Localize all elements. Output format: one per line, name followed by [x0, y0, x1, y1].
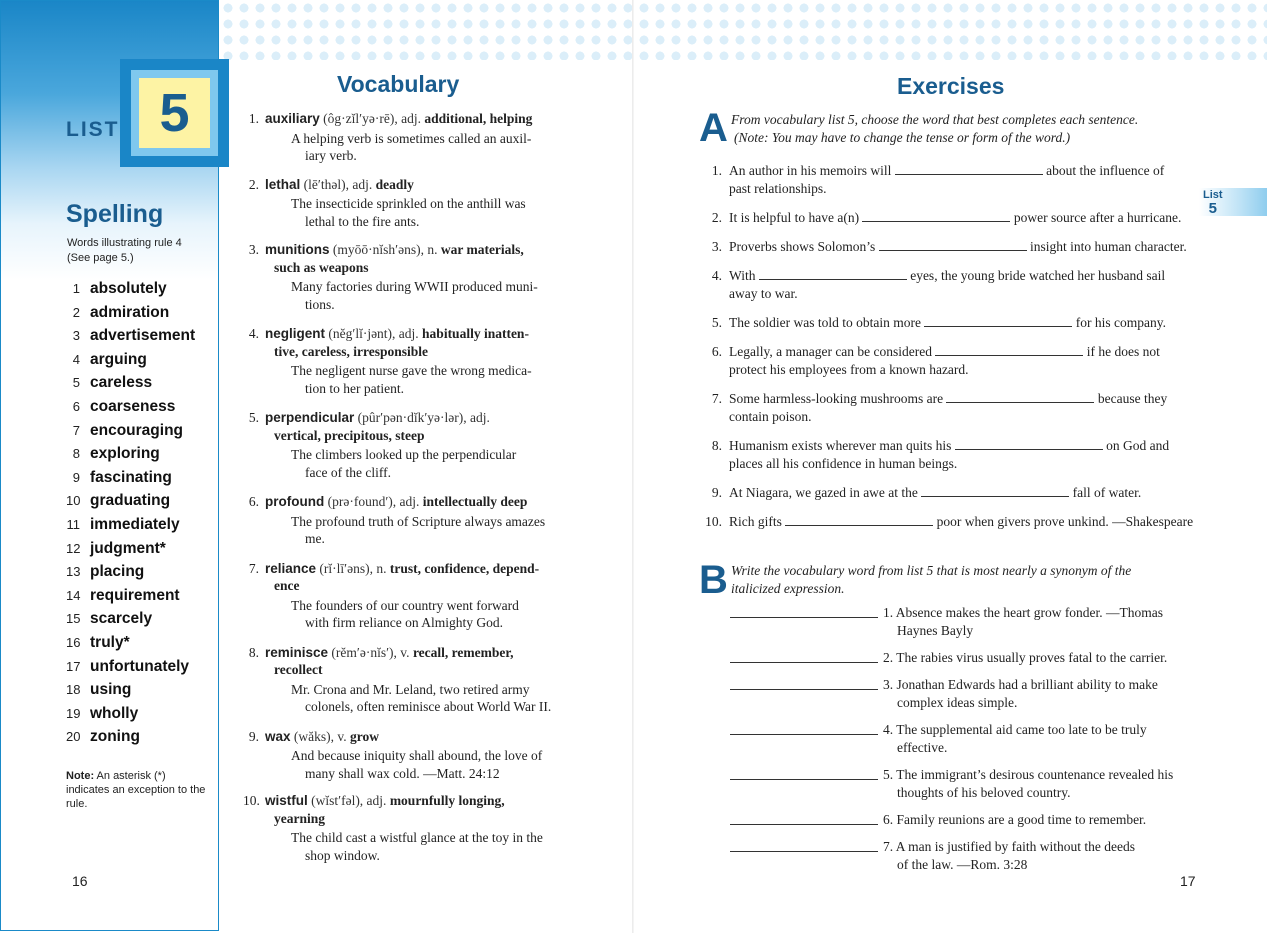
- definition-cont: tive, careless, irresponsible: [274, 343, 428, 359]
- exercise-text-post: about the influence of: [1042, 163, 1165, 178]
- pronunciation: (rĭ·lī′əns), n.: [316, 560, 390, 576]
- exercise-item: [704, 162, 1204, 198]
- spelling-word-item: [66, 539, 195, 563]
- synonym-text-line1: 1. Absence makes the heart grow fonder. —Thomas: [883, 605, 1164, 620]
- section-b-letter: B: [699, 558, 728, 602]
- word-number: 10: [66, 493, 81, 509]
- vocabulary-entry: [243, 176, 593, 231]
- exercise-text-post: on God and: [1102, 438, 1170, 453]
- exercise-number: 5.: [711, 315, 722, 330]
- spelling-word: using: [90, 681, 132, 699]
- exercise-item: [704, 238, 1204, 256]
- exercise-text-line2: places all his confidence in human beings.: [729, 456, 958, 471]
- vocab-word: auxiliary: [265, 111, 320, 126]
- example-sentence: [265, 278, 593, 313]
- entry-number: 1.: [248, 111, 259, 126]
- synonym-text-line2: complex ideas simple.: [897, 695, 1018, 710]
- synonym-item: [730, 838, 1200, 874]
- vocabulary-entry: [243, 409, 593, 481]
- vocabulary-entry: [243, 792, 593, 864]
- exercise-text-pre: Rich gifts: [729, 514, 786, 529]
- spelling-word-item: [66, 421, 195, 445]
- exercise-item: [704, 314, 1204, 332]
- synonym-item: [730, 604, 1200, 640]
- exercise-item: [704, 437, 1204, 473]
- exercise-text-line2: away to war.: [729, 286, 798, 301]
- pronunciation: (nĕg′lĭ·jənt), adj.: [325, 326, 423, 341]
- exercise-text-post: if he does not: [1083, 344, 1160, 359]
- section-a-instr-line2: (Note: You may have to change the tense or form of the word.): [734, 130, 1071, 145]
- vocab-word: lethal: [265, 176, 301, 192]
- spelling-word-item: [66, 326, 195, 350]
- section-a-letter: A: [699, 106, 728, 150]
- note-text: An asterisk (*) indicates an exception to the rule.: [66, 770, 206, 810]
- list-number: 5: [159, 83, 190, 143]
- answer-blank[interactable]: [730, 779, 878, 780]
- definition: recall, remember,: [412, 644, 514, 660]
- answer-blank[interactable]: [935, 343, 1083, 356]
- spelling-word-item: [66, 468, 195, 492]
- synonym-item: [730, 676, 1200, 712]
- example-sentence: [265, 829, 593, 864]
- example-line2: shop window.: [305, 847, 380, 863]
- spelling-word: graduating: [90, 492, 171, 510]
- pronunciation: (pûr′pən·dĭk′yə·lər), adj.: [354, 410, 490, 425]
- exercise-text-pre: Humanism exists wherever man quits his: [729, 438, 955, 453]
- word-number: 16: [66, 634, 81, 650]
- definition-cont: yearning: [274, 810, 326, 826]
- exercise-text-pre: Proverbs shows Solomon’s: [729, 239, 879, 254]
- entry-number: 4.: [248, 326, 259, 341]
- synonym-text-line1: 3. Jonathan Edwards had a brilliant ability to make: [883, 677, 1158, 692]
- vocabulary-title: Vocabulary: [337, 71, 460, 97]
- exercise-number: 6.: [711, 344, 722, 359]
- spelling-subtitle: [67, 236, 182, 266]
- word-number: 9: [72, 469, 80, 485]
- exercise-text-pre: With: [729, 268, 759, 283]
- exercise-number: 1.: [711, 163, 722, 178]
- spelling-word: zoning: [90, 728, 140, 746]
- spelling-word-item: [66, 515, 195, 539]
- spelling-word: immediately: [90, 515, 180, 533]
- example-line1: Many factories during WWII produced muni-: [291, 279, 538, 294]
- example-line2: lethal to the fire ants.: [305, 213, 420, 229]
- list-label: LIST: [66, 118, 120, 141]
- exercise-text-pre: Some harmless-looking mushrooms are: [729, 391, 947, 406]
- example-sentence: [265, 362, 593, 397]
- pronunciation: (myōō·nĭsh′əns), n.: [329, 242, 441, 257]
- vocabulary-entry: [243, 110, 593, 165]
- vocabulary-entry: [243, 644, 593, 716]
- section-b-instr-line2: italicized expression.: [731, 581, 845, 596]
- vocab-word: wax: [265, 728, 291, 744]
- spelling-word: scarcely: [90, 610, 153, 628]
- word-number: 6: [72, 398, 80, 414]
- vocabulary-entry: [243, 325, 593, 397]
- answer-blank[interactable]: [921, 484, 1069, 497]
- spelling-word-item: [66, 444, 195, 468]
- header-pattern: [220, 0, 1267, 60]
- exercise-number: 3.: [711, 239, 722, 254]
- spelling-subtitle-line1: Words illustrating rule 4: [67, 237, 182, 249]
- exercise-text-line2: contain poison.: [729, 409, 812, 424]
- answer-blank[interactable]: [895, 162, 1043, 175]
- example-line2: me.: [305, 531, 325, 546]
- definition-cont: vertical, precipitous, steep: [274, 427, 425, 443]
- example-sentence: [265, 195, 593, 230]
- example-line1: The insecticide sprinkled on the anthill was: [291, 196, 526, 211]
- example-line1: A helping verb is sometimes called an auxil-: [291, 130, 532, 146]
- entry-number: 2.: [248, 176, 259, 192]
- word-number: 19: [66, 705, 81, 721]
- vocab-word: wistful: [265, 793, 308, 808]
- exercise-item: [704, 390, 1204, 426]
- vocab-word: reliance: [265, 560, 317, 576]
- exercise-text-post: eyes, the young bride watched her husband sail: [906, 268, 1166, 283]
- example-line1: The founders of our country went forward: [291, 597, 519, 613]
- definition: grow: [350, 728, 380, 744]
- exercise-number: 9.: [711, 485, 722, 500]
- answer-blank[interactable]: [730, 689, 878, 690]
- spelling-word: fascinating: [90, 468, 172, 486]
- spelling-word-item: [66, 586, 195, 610]
- answer-blank[interactable]: [730, 734, 878, 735]
- section-a-instructions: [731, 111, 1138, 147]
- synonym-text-line2: of the law. —Rom. 3:28: [897, 857, 1028, 872]
- spelling-subtitle-line2: (See page 5.): [67, 252, 134, 264]
- section-a-instr-line1: From vocabulary list 5, choose the word that best completes each sentence.: [731, 112, 1139, 127]
- page-number-right: 17: [1180, 873, 1196, 889]
- definition-cont: recollect: [274, 662, 323, 677]
- synonym-text-line2: effective.: [897, 740, 948, 755]
- spelling-note: [66, 769, 206, 811]
- word-number: 5: [72, 375, 80, 391]
- example-line2: many shall wax cold. —Matt. 24:12: [305, 765, 500, 781]
- vocab-word: profound: [265, 494, 325, 509]
- word-number: 7: [72, 422, 80, 438]
- word-number: 12: [66, 540, 81, 556]
- synonym-item: [730, 721, 1200, 757]
- spelling-word: judgment*: [90, 539, 166, 557]
- answer-blank[interactable]: [730, 851, 878, 852]
- vocabulary-list: [243, 110, 593, 864]
- spelling-word-item: [66, 609, 195, 633]
- synonym-text-line1: 4. The supplemental aid came too late to be truly: [883, 722, 1147, 737]
- exercise-text-post: power source after a hurricane.: [1010, 210, 1182, 225]
- exercise-item: [704, 484, 1204, 502]
- definition: mournfully longing,: [389, 793, 505, 808]
- pronunciation: (ôg·zĭl′yə·rē), adj.: [319, 111, 425, 126]
- answer-blank[interactable]: [879, 238, 1027, 251]
- example-sentence: [265, 513, 593, 548]
- definition: additional, helping: [424, 111, 533, 126]
- word-number: 1: [72, 281, 80, 296]
- exercise-item: [704, 209, 1204, 227]
- spelling-word-item: [66, 727, 195, 751]
- spelling-word-item: [66, 303, 195, 327]
- spelling-word: wholly: [90, 704, 139, 722]
- spelling-word-item: [66, 491, 195, 515]
- definition: intellectually deep: [422, 494, 528, 509]
- word-number: 18: [66, 682, 81, 698]
- exercise-text-pre: Legally, a manager can be considered: [729, 344, 936, 359]
- exercise-text-post: fall of water.: [1069, 485, 1142, 500]
- example-line1: And because iniquity shall abound, the love of: [291, 748, 543, 763]
- answer-blank[interactable]: [955, 437, 1103, 450]
- word-number: 4: [72, 351, 80, 367]
- exercise-number: 7.: [711, 391, 722, 406]
- definition: deadly: [375, 176, 414, 192]
- exercise-number: 4.: [711, 268, 722, 283]
- entry-number: 3.: [248, 242, 259, 257]
- word-number: 14: [66, 587, 81, 603]
- word-number: 15: [66, 611, 81, 627]
- exercise-item: [704, 513, 1204, 531]
- synonym-text-line1: 7. A man is justified by faith without the deeds: [883, 839, 1135, 854]
- word-number: 13: [66, 564, 81, 580]
- spelling-word-item: [66, 397, 195, 421]
- answer-blank[interactable]: [946, 390, 1094, 403]
- exercises-title: Exercises: [897, 73, 1005, 99]
- answer-blank[interactable]: [924, 314, 1072, 327]
- exercise-number: 8.: [711, 438, 722, 453]
- definition-cont: ence: [274, 578, 300, 593]
- word-number: 17: [66, 658, 81, 674]
- example-sentence: [265, 446, 593, 481]
- spelling-word-item: [66, 279, 195, 303]
- spelling-word: admiration: [90, 303, 170, 321]
- exercise-text-pre: It is helpful to have a(n): [729, 210, 863, 225]
- exercise-text-post: for his company.: [1072, 315, 1166, 330]
- synonym-text-line2: Haynes Bayly: [897, 623, 974, 638]
- example-sentence: [265, 681, 593, 716]
- pronunciation: (rĕm′ə·nĭs′), v.: [328, 644, 413, 660]
- spelling-word: careless: [90, 374, 153, 392]
- exercise-number: 10.: [705, 514, 722, 529]
- example-line2: colonels, often reminisce about World War II.: [305, 699, 552, 714]
- exercise-text-post: because they: [1094, 391, 1168, 406]
- vocabulary-entry: [243, 493, 593, 548]
- exercise-item: [704, 267, 1204, 303]
- example-line2: tions.: [305, 296, 335, 312]
- example-line1: The climbers looked up the perpendicular: [291, 447, 517, 462]
- spelling-word: requirement: [90, 586, 180, 604]
- vocabulary-entry: [243, 560, 593, 632]
- exercise-text-pre: At Niagara, we gazed in awe at the: [729, 485, 922, 500]
- spelling-word-item: [66, 373, 195, 397]
- vocabulary-entry: [243, 728, 593, 783]
- spelling-title: Spelling: [66, 200, 164, 228]
- list-tab-label: List: [1203, 189, 1223, 201]
- page-number-left: 16: [72, 873, 88, 889]
- synonym-text-line1: 2. The rabies virus usually proves fatal to the carrier.: [883, 650, 1168, 665]
- spelling-word: unfortunately: [90, 657, 190, 675]
- definition: trust, confidence, depend-: [389, 560, 540, 576]
- spelling-word-item: [66, 657, 195, 681]
- answer-blank[interactable]: [730, 824, 878, 825]
- example-line1: The profound truth of Scripture always amazes: [291, 513, 546, 529]
- spelling-word-item: [66, 680, 195, 704]
- vocab-word: negligent: [265, 326, 325, 341]
- spelling-word: encouraging: [90, 421, 184, 439]
- word-number: 8: [72, 446, 80, 462]
- example-line2: with firm reliance on Almighty God.: [305, 615, 503, 630]
- spelling-word: exploring: [90, 445, 160, 463]
- section-a-list: [704, 162, 1204, 531]
- section-b-list: [730, 604, 1200, 874]
- note-label: Note:: [66, 770, 95, 782]
- section-b-instructions: [731, 562, 1131, 598]
- entry-number: 9.: [248, 728, 259, 744]
- answer-blank[interactable]: [785, 513, 933, 526]
- spelling-word: placing: [90, 563, 145, 581]
- pronunciation: (wĭst′fəl), adj.: [307, 793, 390, 808]
- list-tab-number: 5: [1208, 200, 1217, 217]
- answer-blank[interactable]: [730, 662, 878, 663]
- vocab-word: perpendicular: [265, 410, 355, 425]
- pronunciation: (lē′thəl), adj.: [300, 176, 376, 192]
- pronunciation: (prə·found′), adj.: [324, 494, 423, 509]
- exercise-text-post: poor when givers prove unkind. —Shakespeare: [933, 514, 1194, 529]
- synonym-text-line2: thoughts of his beloved country.: [897, 785, 1071, 800]
- list-tab-text: [1203, 189, 1223, 215]
- entry-number: 6.: [248, 494, 259, 509]
- section-b-instr-line1: Write the vocabulary word from list 5 that is most nearly a synonym of the: [731, 563, 1132, 578]
- spelling-word: advertisement: [90, 327, 196, 345]
- spelling-word: coarseness: [90, 397, 176, 415]
- spelling-word-item: [66, 562, 195, 586]
- entry-number: 7.: [248, 560, 259, 576]
- example-line1: The child cast a wistful glance at the toy in the: [291, 830, 543, 845]
- example-sentence: [265, 130, 593, 165]
- example-line2: face of the cliff.: [305, 464, 391, 480]
- spelling-word-list: [66, 279, 195, 751]
- definition: war materials,: [440, 242, 524, 257]
- vocab-word: reminisce: [265, 644, 329, 660]
- entry-number: 8.: [248, 644, 259, 660]
- spelling-word: arguing: [90, 350, 147, 368]
- exercise-text-pre: The soldier was told to obtain more: [729, 315, 925, 330]
- entry-number: 5.: [248, 410, 259, 425]
- spelling-word: truly*: [90, 633, 130, 651]
- answer-blank[interactable]: [759, 267, 907, 280]
- exercise-text-pre: An author in his memoirs will: [729, 163, 895, 178]
- answer-blank[interactable]: [730, 617, 878, 618]
- vocab-word: munitions: [265, 242, 330, 257]
- exercise-text-line2: past relationships.: [729, 181, 827, 196]
- word-number: 20: [66, 729, 81, 745]
- example-sentence: [265, 747, 593, 782]
- synonym-text-line1: 5. The immigrant’s desirous countenance revealed his: [883, 767, 1174, 782]
- example-line1: The negligent nurse gave the wrong medica-: [291, 363, 532, 378]
- answer-blank[interactable]: [862, 209, 1010, 222]
- synonym-item: [730, 649, 1200, 667]
- exercise-text-post: insight into human character.: [1026, 239, 1187, 254]
- example-line2: iary verb.: [305, 148, 357, 163]
- synonym-text-line1: 6. Family reunions are a good time to remember.: [883, 812, 1147, 827]
- example-line2: tion to her patient.: [305, 380, 404, 396]
- vocabulary-entry: [243, 241, 593, 313]
- exercise-number: 2.: [711, 210, 722, 225]
- exercise-item: [704, 343, 1204, 379]
- spelling-word-item: [66, 350, 195, 374]
- example-sentence: [265, 597, 593, 632]
- definition: habitually inatten-: [422, 326, 529, 341]
- entry-number: 10.: [243, 793, 260, 808]
- example-line1: Mr. Crona and Mr. Leland, two retired army: [291, 681, 530, 697]
- spelling-word-item: [66, 633, 195, 657]
- synonym-item: [730, 811, 1200, 829]
- spelling-word: absolutely: [90, 280, 167, 297]
- exercise-text-line2: protect his employees from a known hazard.: [729, 362, 969, 377]
- pronunciation: (wăks), v.: [290, 728, 351, 744]
- word-number: 2: [72, 304, 80, 320]
- page-gutter: [632, 0, 634, 933]
- definition-cont: such as weapons: [274, 259, 369, 275]
- word-number: 11: [66, 516, 80, 532]
- spelling-word-item: [66, 704, 195, 728]
- synonym-item: [730, 766, 1200, 802]
- word-number: 3: [72, 328, 80, 344]
